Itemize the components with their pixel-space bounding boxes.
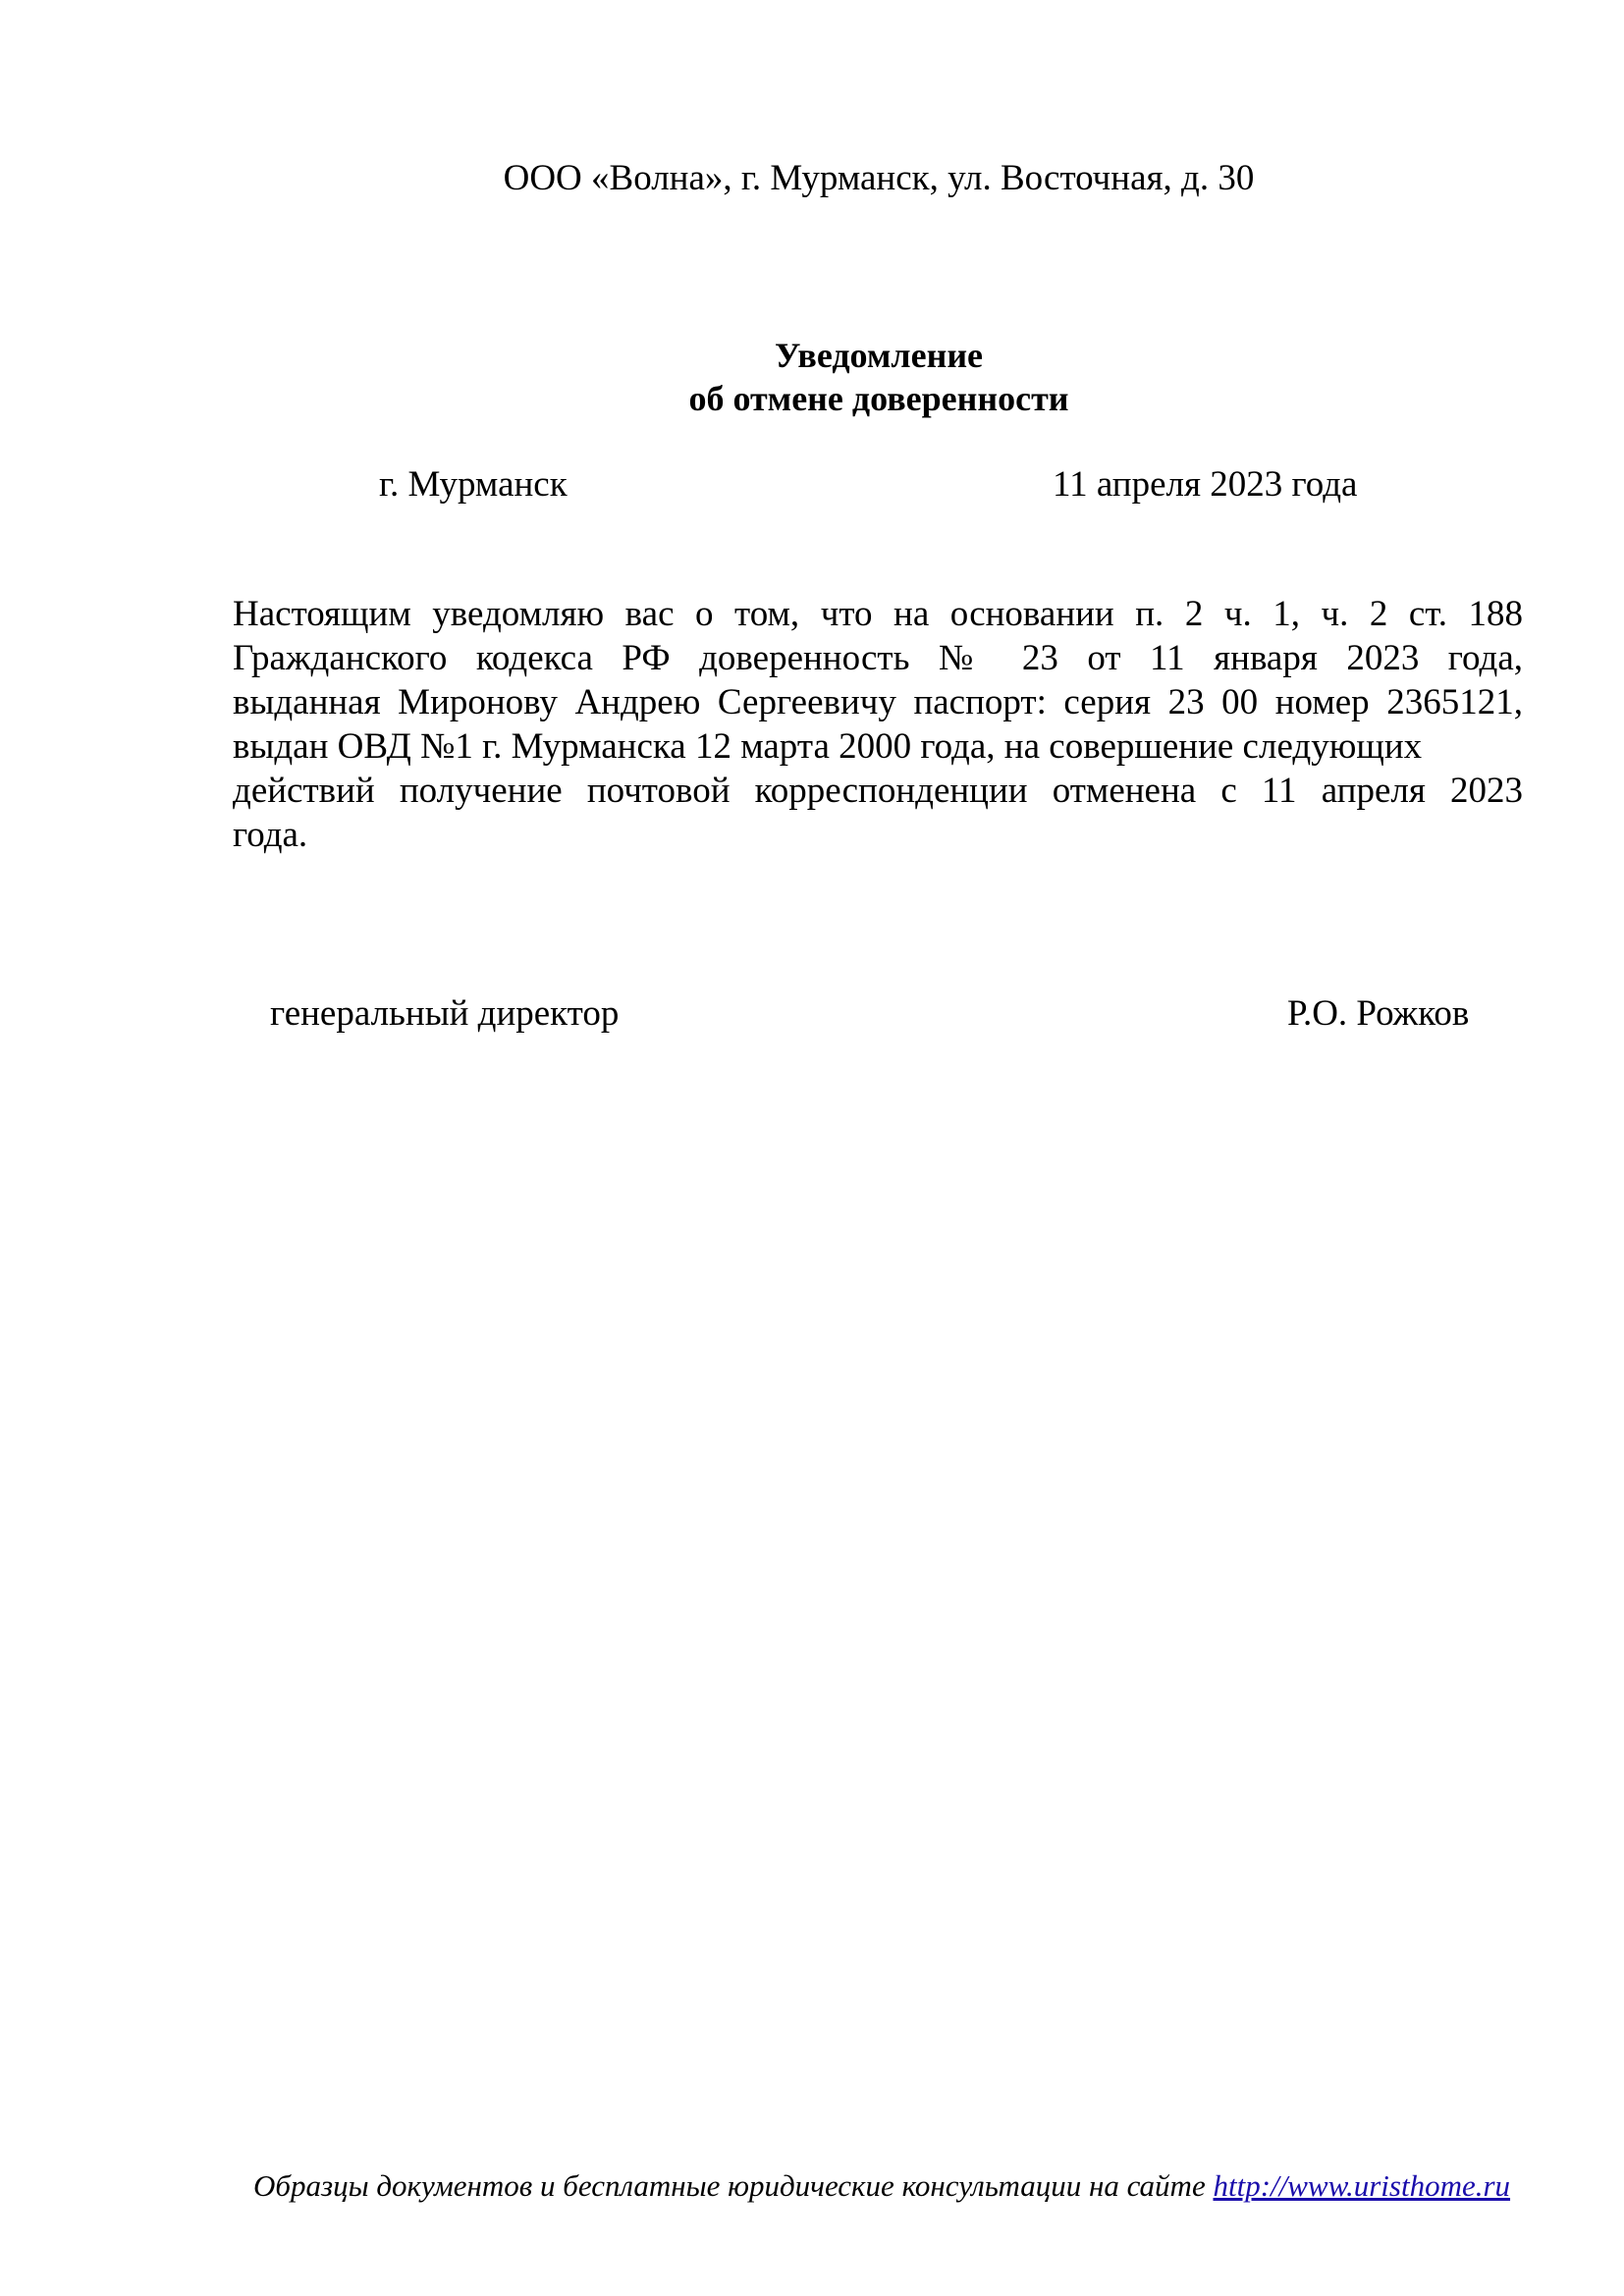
notice-body-line: выдан ОВД №1 г. Мурманска 12 марта 2000 года, на совершение следующих xyxy=(233,726,1423,767)
document-title-line-2: об отмене доверенности xyxy=(688,379,1069,418)
document-date: 11 апреля 2023 года xyxy=(1053,464,1358,505)
document-title-line-1: Уведомление xyxy=(774,336,984,375)
company-address-line: ООО «Волна», г. Мурманск, ул. Восточная, д. 30 xyxy=(503,158,1255,198)
footer-note xyxy=(253,2166,1510,2206)
signatory-position: генеральный директор xyxy=(270,993,620,1034)
notice-body-line: Гражданского кодекса РФ доверенность № 23 от 11 января 2023 года, xyxy=(233,638,1523,678)
document-city: г. Мурманск xyxy=(379,464,568,505)
document-title xyxy=(0,334,1624,420)
footer-text: Образцы документов и бесплатные юридические консультации на сайте xyxy=(253,2168,1214,2203)
notice-body-line: Настоящим уведомляю вас о том, что на основании п. 2 ч. 1, ч. 2 ст. 188 xyxy=(233,594,1523,634)
notice-body-line: года. xyxy=(233,815,308,855)
notice-body xyxy=(233,592,1523,857)
notice-body-line: выданная Миронову Андрею Сергеевичу паспорт: серия 23 00 номер 2365121, xyxy=(233,682,1523,722)
footer-website-link[interactable]: http://www.uristhome.ru xyxy=(1213,2168,1511,2203)
signatory-name: Р.О. Рожков xyxy=(1287,993,1470,1034)
notice-body-line: действий получение почтовой корреспонденции отменена с 11 апреля 2023 xyxy=(233,771,1523,811)
